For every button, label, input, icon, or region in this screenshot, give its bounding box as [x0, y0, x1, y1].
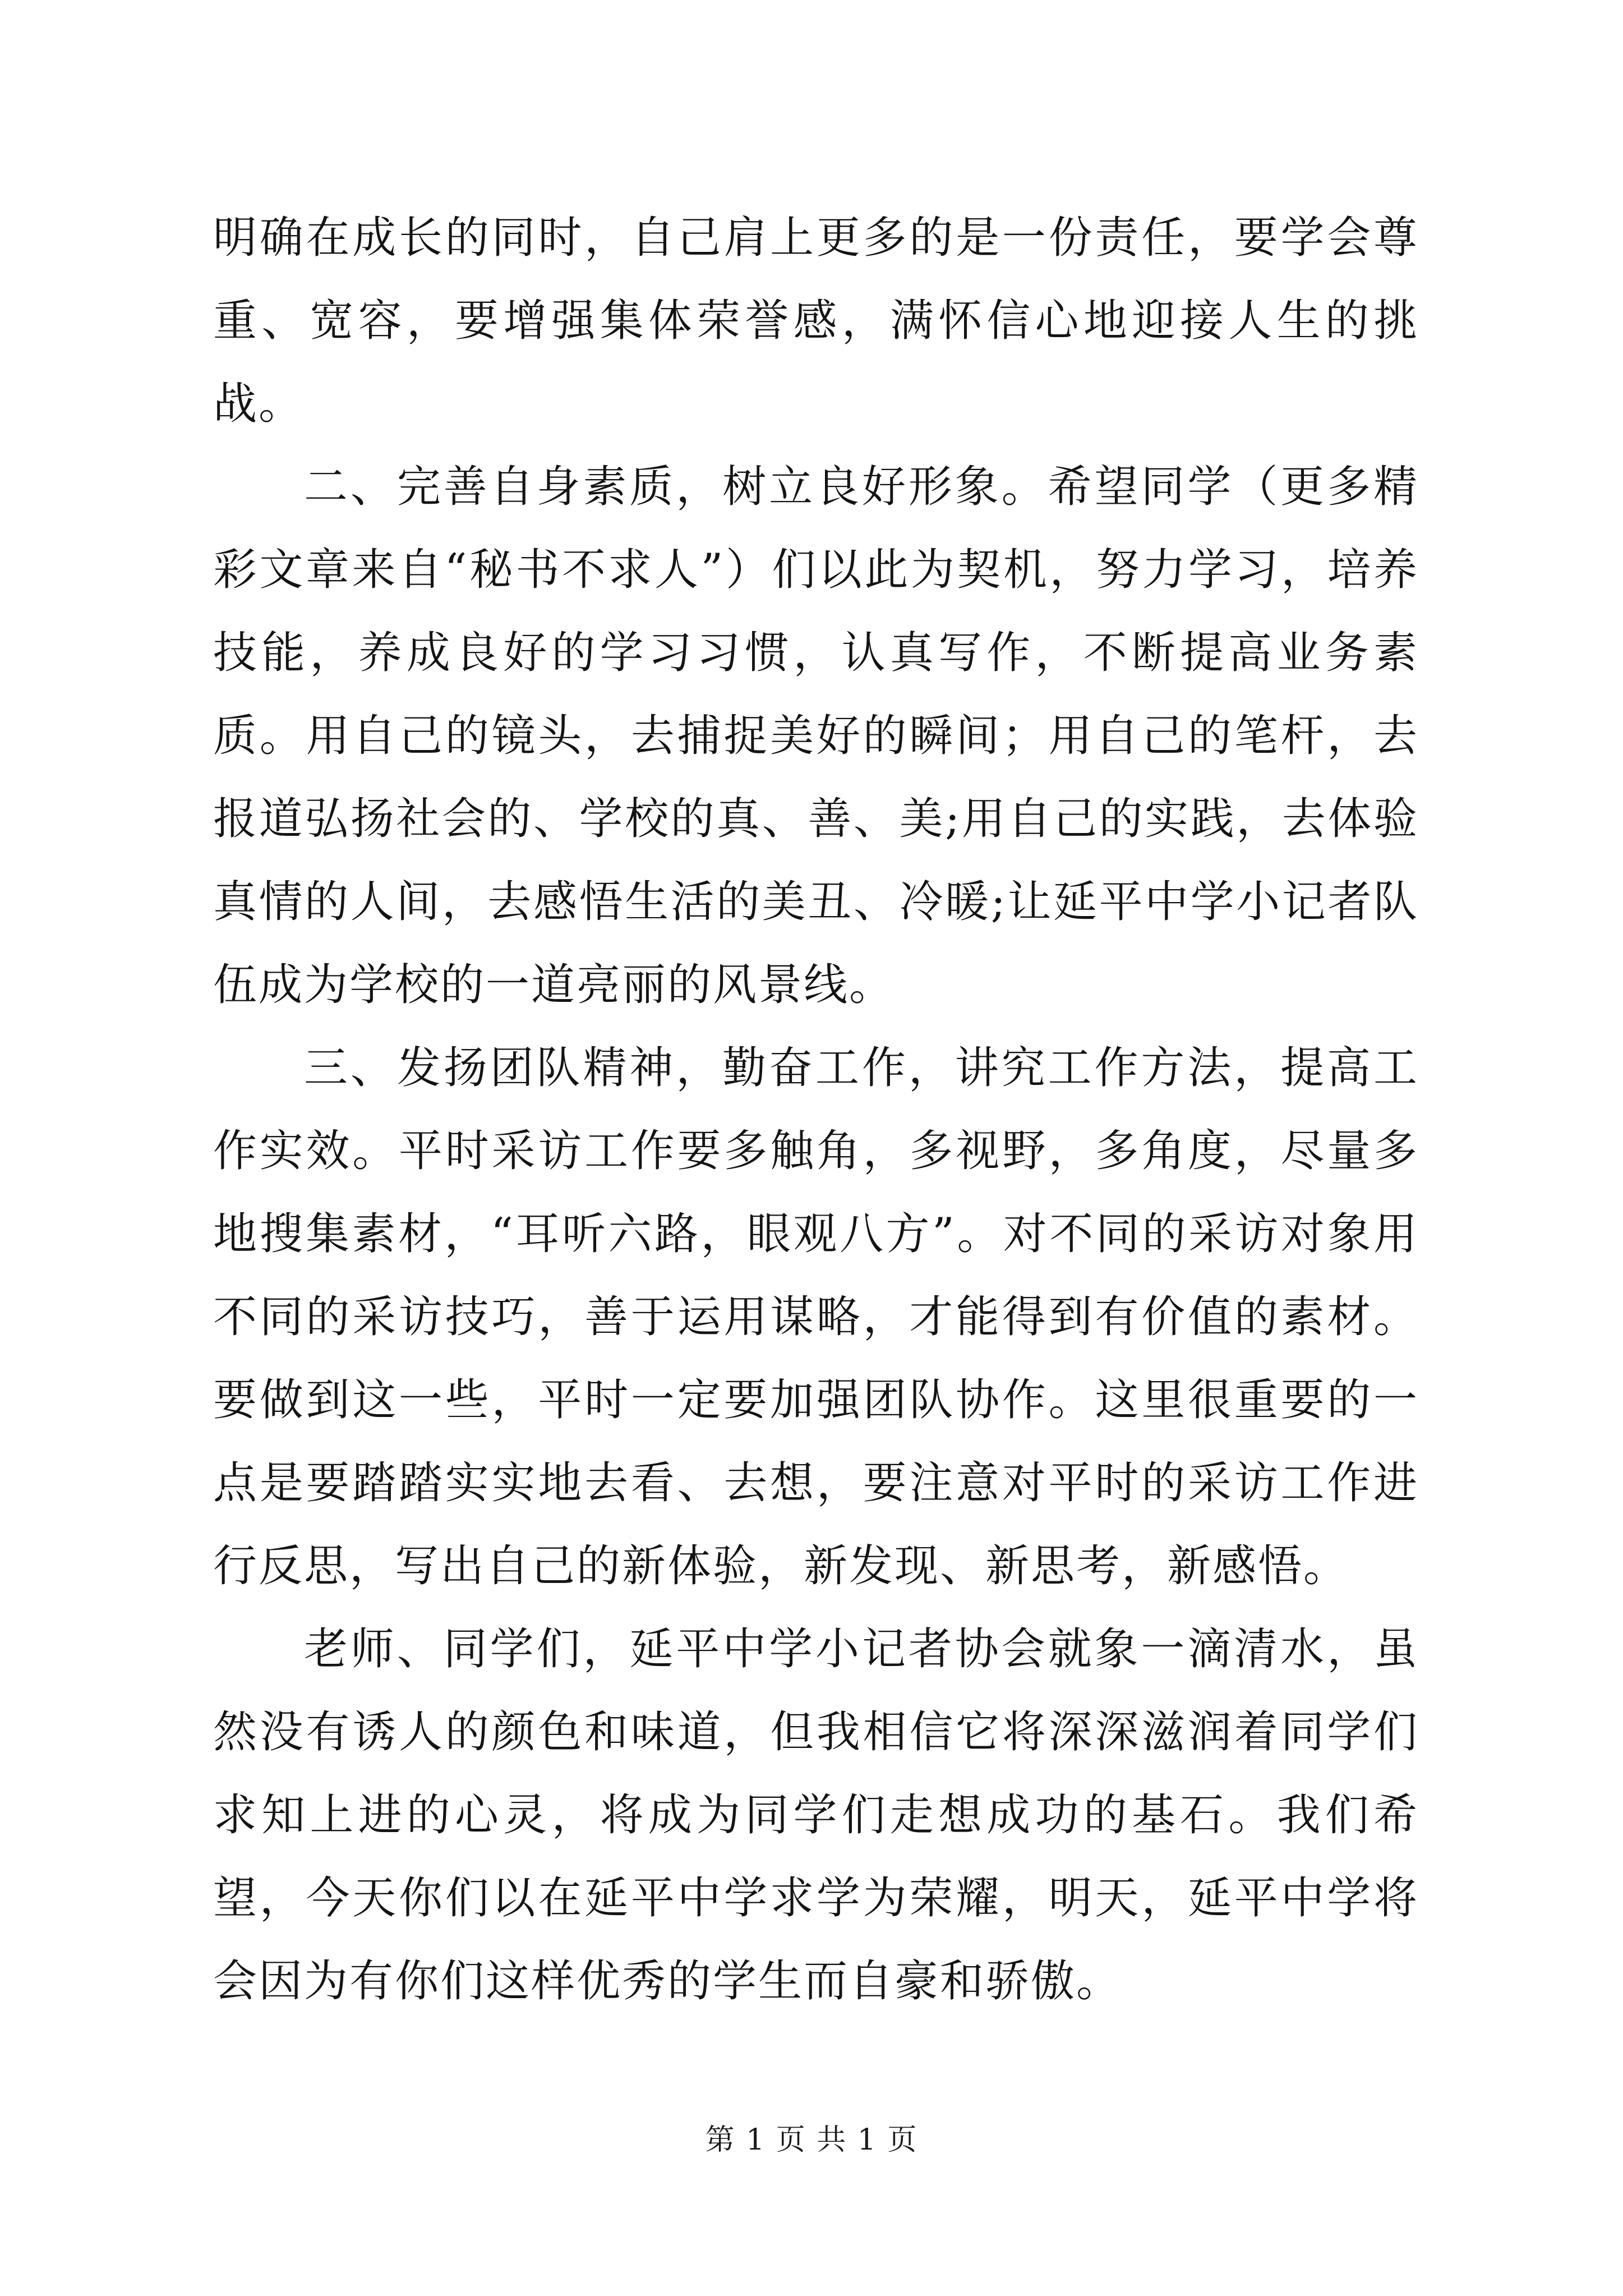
- paragraph-2: 二、完善自身素质，树立良好形象。希望同学（更多精彩文章来自“秘书不求人”）们以此为契机，努力学习，培养技能，养成良好的学习习惯，认真写作，不断提高业务素质。用自己的镜头，去捕捉美好的瞬间；用自己的笔杆，去报道弘扬社会的、学校的真、善、美;用自己的实践，去体验真情的人间，去感悟生活的美丑、冷暖;让延平中学小记者队伍成为学校的一道亮丽的风景线。: [213, 462, 1419, 1010]
- paragraph-1: 明确在成长的同时，自己肩上更多的是一份责任，要学会尊重、宽容，要增强集体荣誉感，满怀信心地迎接人生的挑战。: [213, 213, 1419, 429]
- paragraph-4: 老师、同学们，延平中学小记者协会就象一滴清水，虽然没有诱人的颜色和味道，但我相信它将深深滋润着同学们求知上进的心灵，将成为同学们走想成功的基石。我们希望，今天你们以在延平中学求学为荣耀，明天，延平中学将会因为有你们这样优秀的学生而自豪和骄傲。: [213, 1624, 1419, 2007]
- paragraph-3: 三、发扬团队精神，勤奋工作，讲究工作方法，提高工作实效。平时采访工作要多触角，多视野，多角度，尽量多地搜集素材，“耳听六路，眼观八方”。对不同的采访对象用不同的采访技巧，善于运用谋略，才能得到有价值的素材。要做到这一些，平时一定要加强团队协作。这里很重要的一点是要踏踏实实地去看、去想，要注意对平时的采访工作进行反思，写出自己的新体验，新发现、新思考，新感悟。: [213, 1043, 1419, 1591]
- document-body: [213, 196, 1419, 2023]
- page-number-footer: 第 1 页 共 1 页: [705, 2123, 918, 2157]
